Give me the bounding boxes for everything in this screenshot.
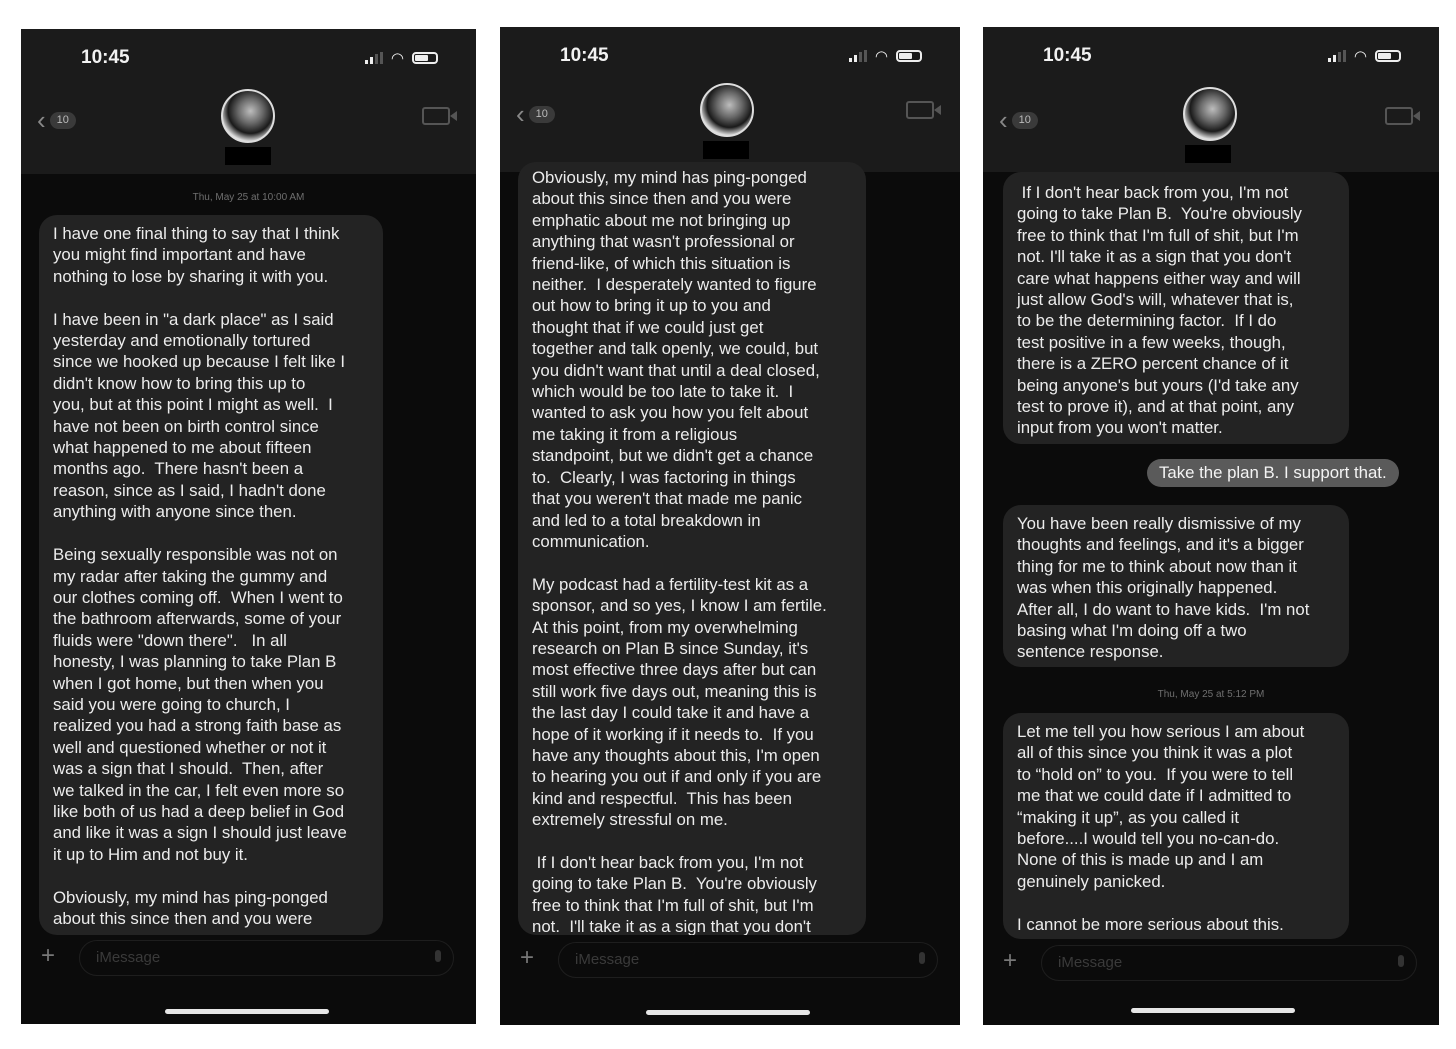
phone-screenshot-1	[21, 29, 476, 1024]
video-call-icon[interactable]	[422, 107, 450, 125]
phone-screenshot-2	[500, 27, 960, 1025]
status-time: 10:45	[81, 47, 130, 68]
conversation-header	[21, 29, 476, 174]
signal-icon	[1328, 50, 1346, 62]
message-input-bar	[500, 938, 960, 984]
status-time: 10:45	[1043, 45, 1092, 66]
message-input[interactable]	[558, 942, 938, 978]
message-input[interactable]	[1041, 945, 1417, 981]
back-button[interactable]	[37, 107, 76, 133]
input-placeholder: iMessage	[96, 949, 161, 966]
conversation-header	[983, 27, 1439, 172]
wifi-icon: ◠	[1353, 48, 1367, 65]
microphone-icon[interactable]	[1398, 955, 1404, 967]
video-call-icon[interactable]	[1385, 107, 1413, 125]
home-indicator	[165, 1009, 329, 1014]
plus-icon[interactable]: +	[520, 944, 535, 971]
received-message: Let me tell you how serious I am about all of this since you think it was a plot to “hold on” to you. If you were to tell me that we could date if I admitted to “making it up”, as you called it before....I would tell you no-can-do. None of this is made up and I am genuinely panicked. I cannot be more serious about this.	[1003, 713, 1349, 939]
status-time: 10:45	[560, 45, 609, 66]
battery-icon	[896, 50, 922, 62]
sent-message: Take the plan B. I support that.	[1147, 459, 1399, 487]
contact-avatar[interactable]	[221, 89, 275, 143]
redacted-contact-name	[1185, 145, 1231, 163]
input-placeholder: iMessage	[575, 951, 640, 968]
received-message: You have been really dismissive of my thoughts and feelings, and it's a bigger thing for me to think about now than it was when this originally happened. After all, I do want to have kids. I'm not basing what I'm doing off a two sentence response.	[1003, 505, 1349, 667]
status-icons	[365, 49, 438, 67]
back-button[interactable]	[999, 107, 1038, 133]
battery-icon	[1375, 50, 1401, 62]
redacted-contact-name	[703, 141, 749, 159]
unread-count-badge: 10	[50, 112, 76, 129]
chevron-left-icon: ‹	[516, 99, 525, 129]
plus-icon[interactable]: +	[41, 942, 56, 969]
received-message: If I don't hear back from you, I'm not going to take Plan B. You're obviously free to think that I'm full of shit, but I'm not. I'll take it as a sign that you don't care what happens either way and will just allow God's will, whatever that is, to be the determining factor. If I do test positive in a few weeks, though, there is a ZERO percent chance of it being anyone's but yours (I'd take any test to prove it), and at that point, any input from you won't matter.	[1003, 172, 1349, 444]
message-input-bar	[983, 941, 1439, 987]
microphone-icon[interactable]	[919, 952, 925, 964]
home-indicator	[1131, 1008, 1295, 1013]
received-message: Obviously, my mind has ping-ponged about this since then and you were emphatic about me not bringing up anything that wasn't professional or friend-like, of which this situation is neither. I desperately wanted to figure out how to bring it up to you and thought that if we could just get together and talk openly, we could, but you didn't want that until a deal closed, which would be too late to take it. I wanted to ask you how you felt about me taking it from a religious standpoint, but we didn't get a chance to. Clearly, I was factoring in things that you weren't that made me panic and led to a total breakdown in communication. My podcast had a fertility-test kit as a sponsor, and so yes, I know I am fertile. At this point, from my overwhelming research on Plan B since Sunday, it's most effective three days after but can still work five days out, meaning this is the last day I could take it and have a hope of it working if it needs to. If you have any thoughts about this, I'm open to hearing you out if and only if you are kind and respectful. This has been extremely stressful on me. If I don't hear back from you, I'm not going to take Plan B. You're obviously free to think that I'm full of shit, but I'm not. I'll take it as a sign that you don't	[518, 162, 866, 935]
wifi-icon: ◠	[390, 50, 404, 67]
input-placeholder: iMessage	[1058, 954, 1123, 971]
home-indicator	[646, 1010, 810, 1015]
plus-icon[interactable]: +	[1003, 947, 1018, 974]
microphone-icon[interactable]	[435, 950, 441, 962]
status-icons	[849, 47, 922, 65]
status-icons	[1328, 47, 1401, 65]
chevron-left-icon: ‹	[999, 105, 1008, 135]
unread-count-badge: 10	[1012, 112, 1038, 129]
redacted-contact-name	[225, 147, 271, 165]
conversation-header	[500, 27, 960, 172]
video-call-icon[interactable]	[906, 101, 934, 119]
chevron-left-icon: ‹	[37, 105, 46, 135]
back-button[interactable]	[516, 101, 555, 127]
message-timestamp: Thu, May 25 at 10:00 AM	[192, 192, 305, 203]
received-message: I have one final thing to say that I think you might find important and have nothing to lose by sharing it with you. I have been in "a dark place" as I said yesterday and emotionally tortured since we hooked up because I felt like I didn't know how to bring this up to you, but at this point I might as well. I have not been on birth control since what happened to me about fifteen months ago. There hasn't been a reason, since as I said, I hadn't done anything with anyone since then. Being sexually responsible was not on my radar after taking the gummy and our clothes coming off. When I went to the bathroom afterwards, some of your fluids were "down there". In all honesty, I was planning to take Plan B when I got home, but then when you said you were going to church, I realized you had a strong faith base as well and questioned whether or not it was a sign that I should. Then, after we talked in the car, I felt even more so like both of us had a deep belief in God and like it was a sign I should just leave it up to Him and not buy it. Obviously, my mind has ping-ponged about this since then and you were	[39, 215, 383, 935]
signal-icon	[365, 52, 383, 64]
battery-icon	[412, 52, 438, 64]
message-input[interactable]	[79, 940, 454, 976]
contact-avatar[interactable]	[700, 83, 754, 137]
contact-avatar[interactable]	[1183, 87, 1237, 141]
phone-screenshot-3	[983, 27, 1439, 1025]
wifi-icon: ◠	[874, 48, 888, 65]
message-timestamp: Thu, May 25 at 5:12 PM	[1157, 689, 1265, 700]
signal-icon	[849, 50, 867, 62]
unread-count-badge: 10	[529, 106, 555, 123]
message-input-bar	[21, 936, 476, 982]
